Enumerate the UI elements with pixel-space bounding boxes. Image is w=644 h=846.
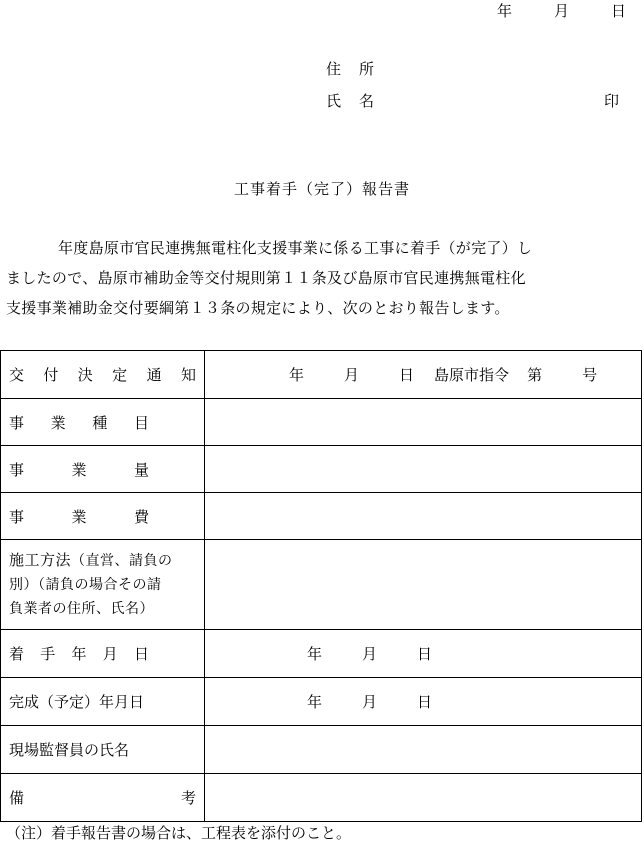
row-label-cell	[1, 678, 205, 726]
completion-year: 年	[307, 693, 323, 711]
row-label-cell	[1, 630, 205, 678]
start-month: 月	[362, 645, 378, 663]
project-volume-value[interactable]	[205, 446, 642, 493]
remarks-value[interactable]	[205, 774, 642, 822]
completion-month: 月	[362, 693, 378, 711]
start-date-value[interactable]	[205, 630, 642, 678]
footnote: （注）着手報告書の場合は、工程表を添付のこと。	[6, 824, 352, 842]
label-supervisor-name: 現場監督員の氏名	[9, 741, 130, 759]
notice-no: 第	[527, 366, 543, 384]
row-label-cell	[1, 726, 205, 774]
label-construction-method: 施工方法（直営、請負の 別）（請負の場合その請 負業者の住所、氏名）	[9, 551, 173, 617]
table-row	[1, 678, 642, 726]
label-completion-date: 完成（予定）年月日	[9, 693, 145, 711]
name-label: 氏名	[326, 92, 393, 110]
label-decision-notice: 交 付 決 定 通 知	[9, 366, 196, 384]
label-start-date: 着 手 年 月 日	[9, 645, 149, 663]
table-row	[1, 493, 642, 540]
table-row	[1, 726, 642, 774]
body-line-2: ましたので、島原市補助金等交付規則第１１条及び島原市官民連携無電柱化	[6, 269, 526, 287]
table-row	[1, 774, 642, 822]
body-line-1: 年度島原市官民連携無電柱化支援事業に係る工事に着手（が完了）し	[58, 239, 533, 257]
row-label-cell	[1, 446, 205, 493]
notice-day: 日	[399, 366, 415, 384]
completion-date-value[interactable]	[205, 678, 642, 726]
date-month: 月	[553, 2, 569, 20]
construction-method-value[interactable]	[205, 540, 642, 630]
row-label-cell	[1, 774, 205, 822]
notice-month: 月	[344, 366, 360, 384]
table-row	[1, 540, 642, 630]
notice-year: 年	[289, 366, 305, 384]
project-type-value[interactable]	[205, 399, 642, 446]
project-cost-value[interactable]	[205, 493, 642, 540]
label-project-type: 事 業 種 目	[9, 413, 149, 432]
supervisor-name-value[interactable]	[205, 726, 642, 774]
body-line-3: 支援事業補助金交付要綱第１３条の規定により、次のとおり報告します。	[6, 299, 510, 317]
row-label-cell	[1, 540, 205, 630]
notice-order: 島原市指令	[434, 366, 510, 384]
table-row	[1, 630, 642, 678]
table-row	[1, 351, 642, 399]
label-remarks: 備 考	[9, 789, 196, 807]
completion-day: 日	[417, 693, 433, 711]
address-label: 住所	[326, 60, 393, 78]
start-year: 年	[307, 645, 323, 663]
row-label-cell	[1, 399, 205, 446]
table-row	[1, 446, 642, 493]
notice-go: 号	[582, 366, 598, 384]
report-table	[0, 350, 642, 822]
row-label-cell	[1, 351, 205, 399]
label-project-volume: 事 業 量	[9, 460, 149, 479]
row-label-cell	[1, 493, 205, 540]
table-row	[1, 399, 642, 446]
date-day: 日	[610, 2, 626, 20]
document-title: 工事着手（完了）報告書	[233, 180, 410, 198]
body-paragraph	[6, 233, 642, 323]
date-line	[497, 0, 626, 21]
label-project-cost: 事 業 費	[9, 507, 149, 526]
decision-notice-value[interactable]	[205, 351, 642, 399]
start-day: 日	[417, 645, 433, 663]
date-year: 年	[496, 2, 512, 20]
seal-mark: 印	[604, 92, 620, 110]
